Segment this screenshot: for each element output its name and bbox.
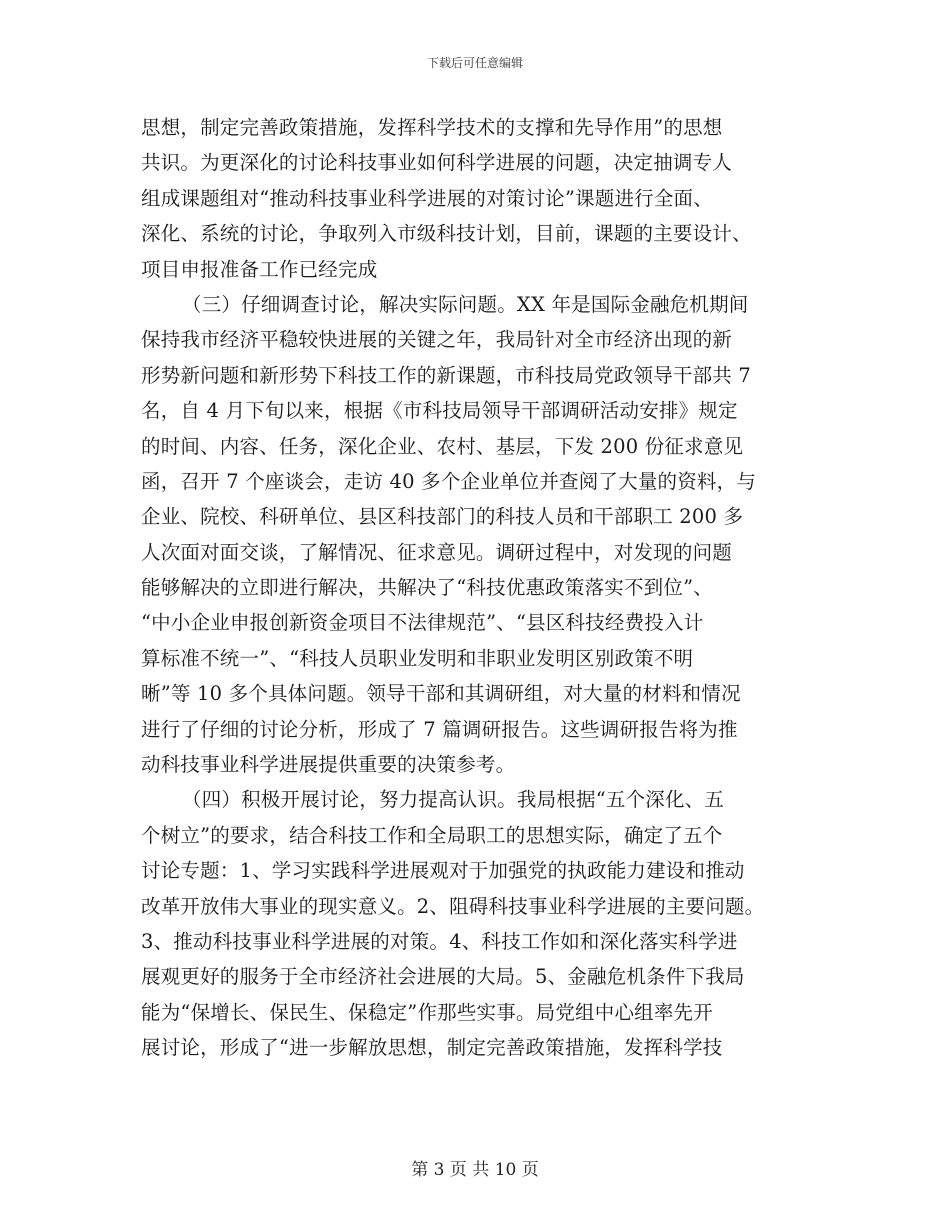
body-line: 改革开放伟大事业的现实意义。2、阻碍科技事业科学进展的主要问题。 — [141, 894, 765, 918]
body-line: 的时间、内容、任务，深化企业、农村、基层，下发 200 份征求意见 — [141, 434, 744, 458]
body-line: 思想，制定完善政策措施，发挥科学技术的支撑和先导作用”的思想 — [141, 116, 723, 139]
body-line: 展观更好的服务于全市经济社会进展的大局。5、金融危机条件下我局 — [141, 965, 745, 989]
body-line: 人次面对面交谈，了解情况、征求意见。调研过程中，对发现的问题 — [141, 540, 733, 564]
page-header-note: 下载后可任意编辑 — [426, 56, 523, 70]
body-line: 项目申报准备工作已经完成 — [141, 257, 378, 281]
body-line: 企业、院校、科研单位、县区科技部门的科技人员和干部职工 200 多 — [141, 505, 744, 529]
body-line: 深化、系统的讨论，争取列入市级科技计划，目前，课题的主要设计、 — [141, 222, 752, 246]
body-line: 函，召开 7 个座谈会，走访 40 多个企业单位并查阅了大量的资料，与 — [141, 469, 757, 493]
paragraph-start-line: （四）积极开展讨论，努力提高认识。我局根据“五个深化、五 — [182, 788, 725, 812]
body-line: 能够解决的立即进行解决，共解决了“科技优惠政策落实不到位”、 — [141, 576, 713, 600]
body-line: 算标准不统一”、“科技人员职业发明和非职业发明区别政策不明 — [141, 646, 694, 670]
body-line: 组成课题组对“推动科技事业科学进展的对策讨论”课题进行全面、 — [141, 186, 713, 210]
body-line: 能为“保增长、保民生、保稳定”作那些实事。局党组中心组率先开 — [141, 1000, 713, 1024]
body-line: 形势新问题和新形势下科技工作的新课题，市科技局党政领导干部共 7 — [141, 363, 752, 387]
body-line: 展讨论，形成了“进一步解放思想，制定完善政策措施，发挥科学技 — [141, 1036, 723, 1060]
document-body — [141, 110, 809, 1066]
body-line: 讨论专题：1、学习实践科学进展观对于加强党的执政能力建设和推动 — [141, 859, 745, 883]
body-line: “中小企业申报创新资金项目不法律规范”、“县区科技经费投入计 — [141, 611, 704, 635]
body-line: 3、推动科技事业科学进展的对策。4、科技工作如和深化落实科学进 — [141, 929, 738, 953]
body-line: 共识。为更深化的讨论科技事业如何科学进展的问题，决定抽调专人 — [141, 151, 733, 175]
body-line: 保持我市经济平稳较快进展的关键之年，我局针对全市经济出现的新 — [141, 328, 733, 352]
body-line: 动科技事业科学进展提供重要的决策参考。 — [141, 753, 516, 777]
paragraph-start-line: （三）仔细调查讨论，解决实际问题。XX 年是国际金融危机期间 — [182, 292, 749, 316]
page-number: 第 3 页 共 10 页 — [411, 1160, 539, 1180]
body-line: 进行了仔细的讨论分析，形成了 7 篇调研报告。这些调研报告将为推 — [141, 717, 738, 741]
body-line: 个树立”的要求，结合科技工作和全局职工的思想实际，确定了五个 — [141, 823, 723, 847]
body-line: 晰”等 10 多个具体问题。领导干部和其调研组，对大量的材料和情况 — [141, 682, 741, 706]
body-line: 名，自 4 月下旬以来，根据《市科技局领导干部调研活动安排》规定 — [141, 399, 738, 423]
